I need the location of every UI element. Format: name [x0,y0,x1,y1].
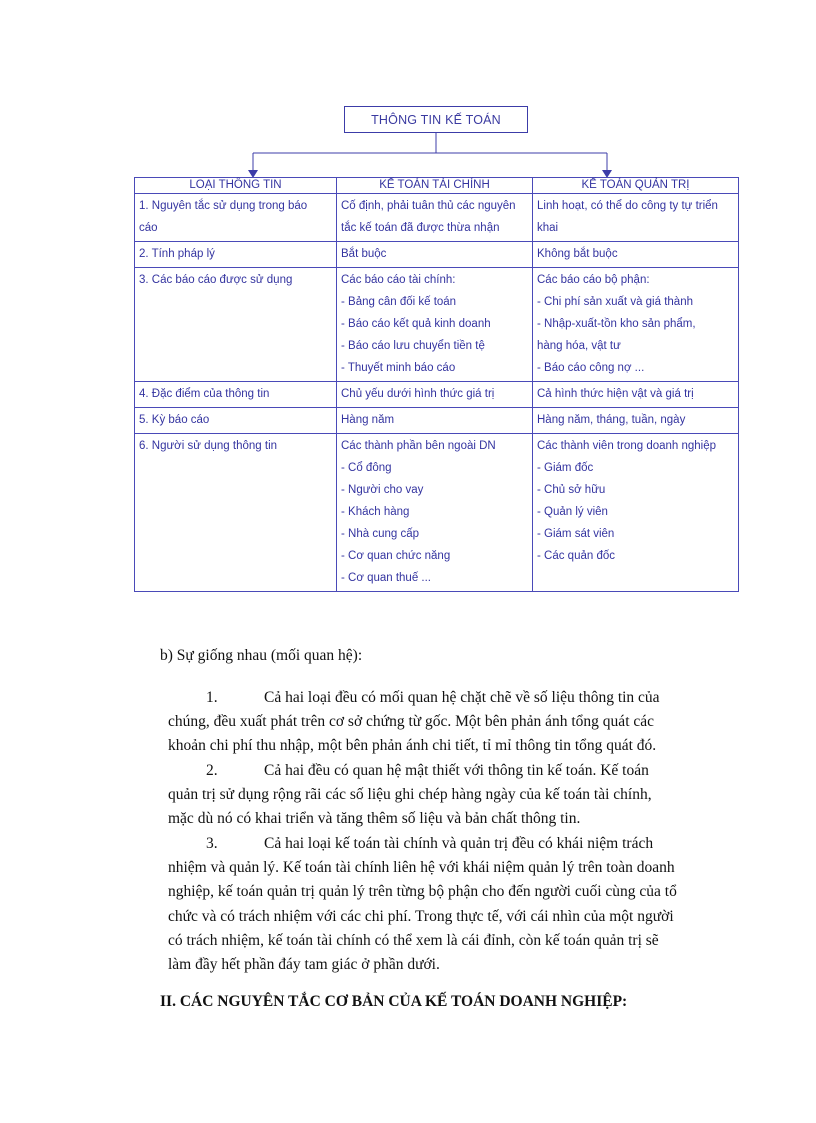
cell-line: - Quản lý viên [537,506,608,518]
cell-line: - Cơ quan thuế ... [341,572,432,584]
table-row [135,194,739,242]
paragraph-line: nghiệp, kế toán quản trị quản lý trên từng bộ phận cho đến người cuối cùng của tổ [168,883,677,901]
table-cell-management [533,194,739,242]
paragraph-line: mặc dù nó có khai triển và tăng thêm số liệu và bản chất thông tin. [168,810,581,828]
table-cell-type [135,434,337,592]
cell-line: - Thuyết minh báo cáo [341,362,456,374]
table-cell-type [135,408,337,434]
table-row [135,408,739,434]
diagram-root-box: THÔNG TIN KẾ TOÁN [344,106,528,133]
column-header: KẾ TOÁN QUẢN TRỊ [533,178,739,194]
cell-line: 3. Các báo cáo được sử dụng [139,274,293,286]
table-cell-financial [337,194,533,242]
cell-line: 4. Đặc điểm của thông tin [139,388,270,400]
paragraph-line: Cả hai đều có quan hệ mật thiết với thông tin kế toán. Kế toán [264,762,649,779]
cell-line: 6. Người sử dụng thông tin [139,440,278,452]
cell-line: khai [537,222,559,234]
paragraph-line: Cả hai loại đều có mối quan hệ chặt chẽ về số liệu thông tin của [264,689,660,706]
paragraph-line: chúng, đều xuất phát trên cơ sở chứng từ gốc. Một bên phản ánh tổng quát các [168,713,655,731]
cell-line: - Cơ quan chức năng [341,550,451,562]
cell-line: Hàng năm [341,414,395,426]
paragraph-line: chức và có trách nhiệm với các chi phí. Trong thực tế, với cái nhìn của một người [168,907,674,925]
cell-line: - Khách hàng [341,506,410,518]
cell-line: - Báo cáo công nợ ... [537,362,645,374]
cell-line: Linh hoạt, có thể do công ty tự triển [537,200,718,212]
table-cell-management [533,382,739,408]
cell-line: Các thành phần bên ngoài DN [341,440,496,452]
cell-line: - Người cho vay [341,484,424,496]
paragraph-line: có trách nhiệm, kế toán tài chính có thể xem là cái đỉnh, còn kế toán quản trị sẽ [168,931,659,949]
cell-line: Cố định, phải tuân thủ các nguyên [341,200,516,212]
table-cell-management [533,242,739,268]
table-cell-financial [337,434,533,592]
table-cell-financial [337,242,533,268]
cell-line: - Bảng cân đối kế toán [341,296,457,308]
numbered-paragraph [168,686,698,759]
table-cell-type [135,242,337,268]
table-cell-type [135,194,337,242]
cell-line: - Cổ đông [341,462,392,474]
diagram-connectors [0,0,816,200]
table-row [135,242,739,268]
table-row [135,268,739,382]
cell-line: - Báo cáo lưu chuyển tiền tệ [341,340,485,352]
cell-line: - Nhà cung cấp [341,528,419,540]
numbered-paragraph [168,832,698,977]
cell-line: Bắt buộc [341,248,387,260]
cell-line: - Các quản đốc [537,550,615,562]
comparison-table [134,177,739,592]
cell-line: Các báo cáo tài chính: [341,274,456,286]
cell-line: - Báo cáo kết quả kinh doanh [341,318,491,330]
cell-line: 2. Tính pháp lý [139,248,215,260]
cell-line: 5. Kỳ báo cáo [139,414,210,426]
section-heading: b) Sự giống nhau (mối quan hệ): [160,647,363,664]
paragraph-line: làm đầy hết phần đáy tam giác ở phần dưới. [168,956,440,974]
paragraph-line: quản trị sử dụng rộng rãi các số liệu ghi chép hàng ngày của kế toán tài chính, [168,786,652,804]
item-number: 1. [206,689,218,706]
table-row [135,382,739,408]
table-header-row [135,178,739,194]
item-number: 3. [206,835,218,852]
table-cell-financial [337,382,533,408]
cell-line: Các thành viên trong doanh nghiệp [537,440,717,452]
table-cell-management [533,268,739,382]
paragraph-line: nhiệm và quản lý. Kế toán tài chính liên hệ với khái niệm quản lý trên toàn doanh [168,859,675,877]
table-cell-financial [337,408,533,434]
cell-line: 1. Nguyên tắc sử dụng trong báo [139,200,308,212]
paragraph-line: khoản chi phí thu nhập, một bên phản ánh chi tiết, tỉ mỉ thông tin tổng quát đó. [168,737,657,755]
cell-line: Hàng năm, tháng, tuần, ngày [537,414,686,426]
cell-line: - Chi phí sản xuất và giá thành [537,296,693,308]
cell-line: - Chủ sở hữu [537,484,606,496]
table-cell-type [135,268,337,382]
cell-line: - Nhập-xuất-tồn kho sản phẩm, [537,318,696,330]
table-row [135,434,739,592]
cell-line: Các báo cáo bộ phận: [537,274,650,286]
table-cell-management [533,408,739,434]
table-cell-management [533,434,739,592]
cell-line: tắc kế toán đã được thừa nhận [341,222,500,234]
cell-line: - Giám đốc [537,462,594,474]
cell-line: cáo [139,222,158,234]
cell-line: - Giám sát viên [537,528,615,540]
table-cell-type [135,382,337,408]
cell-line: Không bắt buộc [537,248,618,260]
item-number: 2. [206,762,218,779]
cell-line: hàng hóa, vật tư [537,340,621,352]
column-header: LOẠI THÔNG TIN [135,178,337,194]
paragraph-line: Cả hai loại kế toán tài chính và quản trị đều có khái niệm trách [264,835,654,852]
cell-line: Cả hình thức hiện vật và giá trị [537,388,694,400]
column-header: KẾ TOÁN TÀI CHÍNH [337,178,533,194]
table-cell-financial [337,268,533,382]
cell-line: Chủ yếu dưới hình thức giá trị [341,388,495,400]
section-title: II. CÁC NGUYÊN TẮC CƠ BẢN CỦA KẾ TOÁN DOANH NGHIỆP: [160,993,628,1010]
numbered-paragraph [168,759,698,832]
